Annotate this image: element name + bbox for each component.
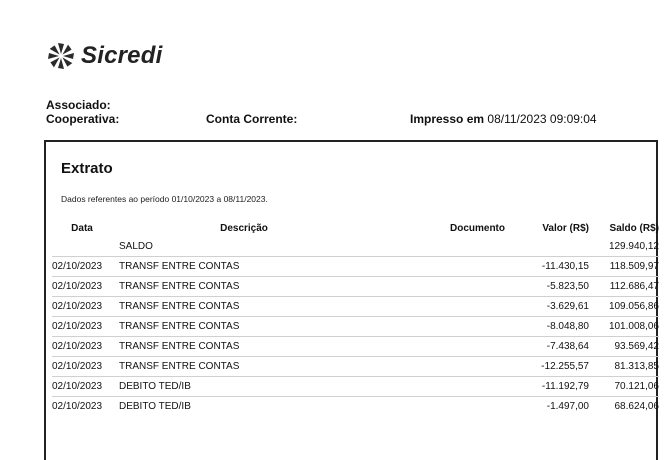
row-description: TRANSF ENTRE CONTAS [112, 277, 369, 297]
row-balance: 101.008,06 [589, 317, 659, 337]
row-balance: 93.569,42 [589, 337, 659, 357]
row-description: TRANSF ENTRE CONTAS [112, 257, 369, 277]
row-description: DEBITO TED/IB [112, 377, 369, 397]
row-value: -11.430,15 [505, 257, 589, 277]
row-document [369, 357, 505, 377]
row-date: 02/10/2023 [52, 357, 112, 377]
row-description: TRANSF ENTRE CONTAS [112, 317, 369, 337]
impresso-value: 08/11/2023 09:09:04 [487, 112, 597, 126]
row-value: -3.629,61 [505, 297, 589, 317]
row-date: 02/10/2023 [52, 297, 112, 317]
associado-label: Associado: [46, 98, 111, 112]
conta-corrente-label: Conta Corrente: [206, 112, 298, 126]
row-document [369, 397, 505, 417]
row-date: 02/10/2023 [52, 257, 112, 277]
table-header-row [52, 219, 659, 237]
row-balance: 81.313,85 [589, 357, 659, 377]
row-description: DEBITO TED/IB [112, 397, 369, 417]
row-balance: 129.940,12 [608, 241, 659, 252]
impresso-em [410, 112, 597, 126]
row-value: -1.497,00 [505, 397, 589, 417]
row-date: 02/10/2023 [52, 277, 112, 297]
statement-title: Extrato [61, 160, 113, 177]
table-row [52, 377, 659, 397]
row-description: TRANSF ENTRE CONTAS [112, 337, 369, 357]
row-document [369, 277, 505, 297]
table-row [52, 257, 659, 277]
row-balance: 118.509,97 [589, 257, 659, 277]
row-document [369, 237, 505, 257]
row-value: -7.438,64 [505, 337, 589, 357]
cooperativa-label: Cooperativa: [46, 112, 120, 126]
statement-table [52, 219, 659, 416]
table-row [52, 317, 659, 337]
brand-logo [46, 40, 162, 72]
row-date: 02/10/2023 [52, 377, 112, 397]
row-document [369, 377, 505, 397]
row-date [52, 237, 112, 257]
table-row [52, 277, 659, 297]
table-row [52, 397, 659, 417]
row-value: -12.255,57 [505, 357, 589, 377]
col-value: Valor (R$) [542, 222, 589, 234]
row-document [369, 297, 505, 317]
col-document: Documento [450, 222, 505, 234]
row-description: TRANSF ENTRE CONTAS [112, 297, 369, 317]
row-balance: 112.686,47 [589, 277, 659, 297]
sicredi-pinwheel-icon [46, 41, 76, 71]
table-row [52, 237, 659, 257]
table-row [52, 357, 659, 377]
row-date: 02/10/2023 [52, 337, 112, 357]
col-balance: Saldo (R$) [609, 222, 659, 234]
table-row [52, 297, 659, 317]
row-value: -5.823,50 [505, 277, 589, 297]
row-value: -11.192,79 [505, 377, 589, 397]
table-row [52, 337, 659, 357]
row-document [369, 317, 505, 337]
row-description: TRANSF ENTRE CONTAS [112, 357, 369, 377]
brand-name: Sicredi [81, 42, 163, 69]
row-balance: 70.121,06 [589, 377, 659, 397]
row-balance: 68.624,06 [589, 397, 659, 417]
impresso-label: Impresso em [410, 112, 485, 126]
row-value [505, 237, 589, 257]
row-description: SALDO [119, 241, 153, 252]
row-document [369, 337, 505, 357]
row-balance: 109.056,86 [589, 297, 659, 317]
col-date: Data [71, 222, 93, 234]
col-description: Descrição [220, 222, 268, 234]
row-date: 02/10/2023 [52, 397, 112, 417]
row-value: -8.048,80 [505, 317, 589, 337]
row-date: 02/10/2023 [52, 317, 112, 337]
statement-period: Dados referentes ao período 01/10/2023 a 08/11/2023. [61, 194, 268, 204]
row-document [369, 257, 505, 277]
